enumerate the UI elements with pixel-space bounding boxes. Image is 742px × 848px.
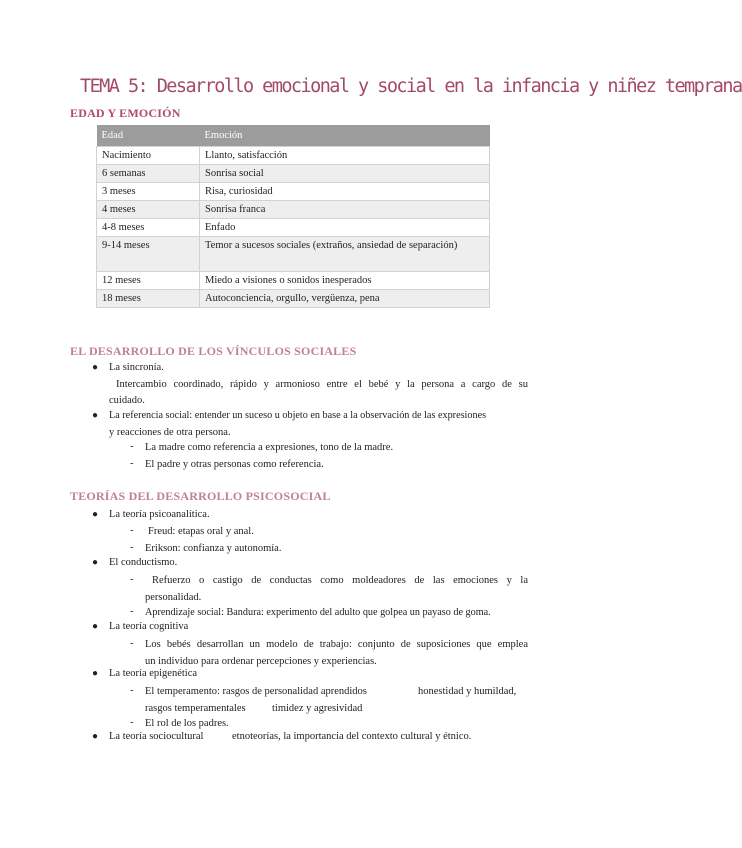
cell-edad: 4 meses (97, 201, 200, 219)
list-item: La teoría epigenética (109, 668, 198, 679)
cell-edad: 18 meses (97, 290, 200, 308)
sub-item-text: un individuo para ordenar percepciones y experiencias. (145, 656, 377, 667)
list-item-text: Intercambio coordinado, rápido y armonioso entre el bebé y la persona a cargo de su (116, 379, 528, 390)
sub-item: Erikson: confianza y autonomía. (145, 543, 282, 554)
table-row (97, 290, 490, 308)
cell-emocion: Enfado (200, 219, 490, 237)
dash-marker: - (130, 525, 134, 536)
sub-item: El padre y otras personas como referencia. (145, 459, 324, 470)
cell-edad: 6 semanas (97, 165, 200, 183)
bullet-icon: ● (92, 557, 99, 568)
list-item: La teoría cognitiva (109, 621, 189, 632)
cell-emocion: Sonrisa social (200, 165, 490, 183)
bullet-icon: ● (92, 621, 99, 632)
bullet-icon: ● (92, 509, 99, 520)
page-title: TEMA 5: Desarrollo emocional y social en la infancia y niñez temprana (80, 76, 742, 97)
sub-item: El temperamento: rasgos de personalidad aprendidos (145, 686, 367, 697)
dash-marker: - (130, 717, 134, 728)
cell-emocion: Llanto, satisfacción (200, 147, 490, 165)
sub-item: El rol de los padres. (145, 718, 229, 729)
table-row (97, 183, 490, 201)
column-header-edad: Edad (97, 125, 200, 147)
cell-edad: 4-8 meses (97, 219, 200, 237)
cell-edad: Nacimiento (97, 147, 200, 165)
emotion-table (96, 125, 490, 308)
table-header-row (97, 125, 490, 147)
cell-edad: 12 meses (97, 272, 200, 290)
column-header-emocion: Emoción (200, 125, 490, 147)
table-row (97, 219, 490, 237)
section-heading-edad-emocion: EDAD Y EMOCIÓN (70, 106, 181, 120)
sub-item-text: personalidad. (145, 592, 202, 603)
list-item: La referencia social: entender un suceso u objeto en base a la observación de las expresiones (109, 410, 487, 421)
sub-item-text: honestidad y humildad, (418, 686, 517, 697)
table-row (97, 147, 490, 165)
section-heading-vinculos: EL DESARROLLO DE LOS VÍNCULOS SOCIALES (70, 344, 357, 358)
dash-marker: - (130, 606, 134, 617)
sub-item: Refuerzo o castigo de conductas como moldeadores de las emociones y la (152, 575, 528, 586)
sub-item: La madre como referencia a expresiones, tono de la madre. (145, 442, 394, 453)
cell-edad: 3 meses (97, 183, 200, 201)
dash-marker: - (130, 441, 134, 452)
list-item-text: etnoteorías, la importancia del contexto cultural y étnico. (232, 731, 472, 742)
table-row (97, 272, 490, 290)
dash-marker: - (130, 458, 134, 469)
section-heading-teorias: TEORÍAS DEL DESARROLLO PSICOSOCIAL (70, 489, 331, 503)
list-item: La teoría psicoanalítica. (109, 509, 210, 520)
cell-emocion: Risa, curiosidad (200, 183, 490, 201)
cell-emocion: Sonrisa franca (200, 201, 490, 219)
sub-item-text: rasgos temperamentales (145, 703, 246, 714)
table-row (97, 237, 490, 272)
sub-item: Aprendizaje social: Bandura: experimento del adulto que golpea un payaso de goma. (145, 607, 491, 618)
list-item-text: y reacciones de otra persona. (109, 427, 231, 438)
bullet-icon: ● (92, 362, 99, 373)
sub-item-text: timidez y agresividad (272, 703, 363, 714)
cell-emocion: Autoconciencia, orgullo, vergüenza, pena (200, 290, 490, 308)
list-item: El conductismo. (109, 557, 178, 568)
dash-marker: - (130, 638, 134, 649)
bullet-icon: ● (92, 410, 99, 421)
table-row (97, 201, 490, 219)
sub-item: Freud: etapas oral y anal. (148, 526, 254, 537)
table-row (97, 165, 490, 183)
cell-emocion: Temor a sucesos sociales (extraños, ansiedad de separación) (200, 237, 490, 272)
list-item: La teoría sociocultural (109, 731, 204, 742)
list-item: La sincronía. (109, 362, 164, 373)
dash-marker: - (130, 542, 134, 553)
list-item-text: cuidado. (109, 395, 145, 406)
cell-edad: 9-14 meses (97, 237, 200, 272)
dash-marker: - (130, 685, 134, 696)
bullet-icon: ● (92, 668, 99, 679)
dash-marker: - (130, 574, 134, 585)
bullet-icon: ● (92, 731, 99, 742)
sub-item: Los bebés desarrollan un modelo de trabajo: conjunto de suposiciones que emplea (145, 639, 528, 650)
cell-emocion: Miedo a visiones o sonidos inesperados (200, 272, 490, 290)
